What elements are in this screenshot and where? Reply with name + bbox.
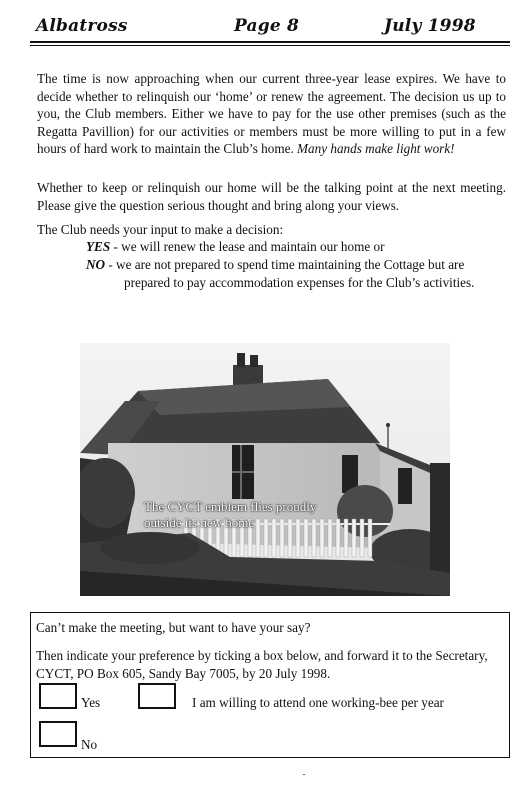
lease-motto: Many hands make light work! [297,141,455,157]
form-question: Can’t make the meeting, but want to have your say? [36,620,311,635]
response-form [30,612,510,758]
photo-caption [144,499,384,531]
yes-checkbox[interactable] [39,683,77,709]
option-yes-text: - we will renew the lease and maintain our home or [110,239,385,254]
form-instructions: Then indicate your preference by ticking a box below, and forward it to the Secretary, CYCT, PO Box 605, Sandy Bay 7005, by 20 July 1998. [36,648,488,681]
option-no-continued: prepared to pay accommodation expenses for the Club’s activities. [124,275,475,290]
cottage-photo [80,343,450,596]
option-yes [86,238,384,256]
option-yes-key: YES [86,239,111,254]
newsletter-name: Albatross [36,16,128,36]
photo-caption-line-2: outside its new home [144,515,255,530]
option-no [86,256,506,274]
working-bee-label: I am willing to attend one working-bee per year [192,695,444,710]
page-header [30,12,508,42]
no-label: No [81,737,98,752]
header-rule-thin [30,45,510,46]
working-bee-checkbox[interactable] [138,683,176,709]
lease-text: The time is now approaching when our current three-year lease expires. We have to decide whether to relinquish our ‘home’ or renew the agreement. The decision us up to you, the Club members. Either we have to pay for the use other premises (such as the Regatta Pavillion) for our activities or members must be more willing to put in a few hours of hard work to maintain the Club’s home. [37,71,506,157]
option-no-text: - we are not prepared to spend time maintaining the Cottage but are [105,257,465,272]
page-number: Page 8 [234,16,299,36]
no-checkbox[interactable] [39,721,77,747]
photo-caption-line-1: The CYCT emblem flies proudly [144,499,317,514]
meeting-paragraph: Whether to keep or relinquish our home will be the talking point at the next meeting. Please give the question serious thought and bring along your views. [37,180,506,213]
lease-paragraph [37,70,506,158]
header-rule-thick [30,41,510,43]
page-mark [303,774,305,775]
yes-label: Yes [81,695,101,710]
option-no-key: NO [86,257,106,272]
decision-intro: The Club needs your input to make a decision: [37,222,284,237]
issue-date: July 1998 [384,16,476,36]
